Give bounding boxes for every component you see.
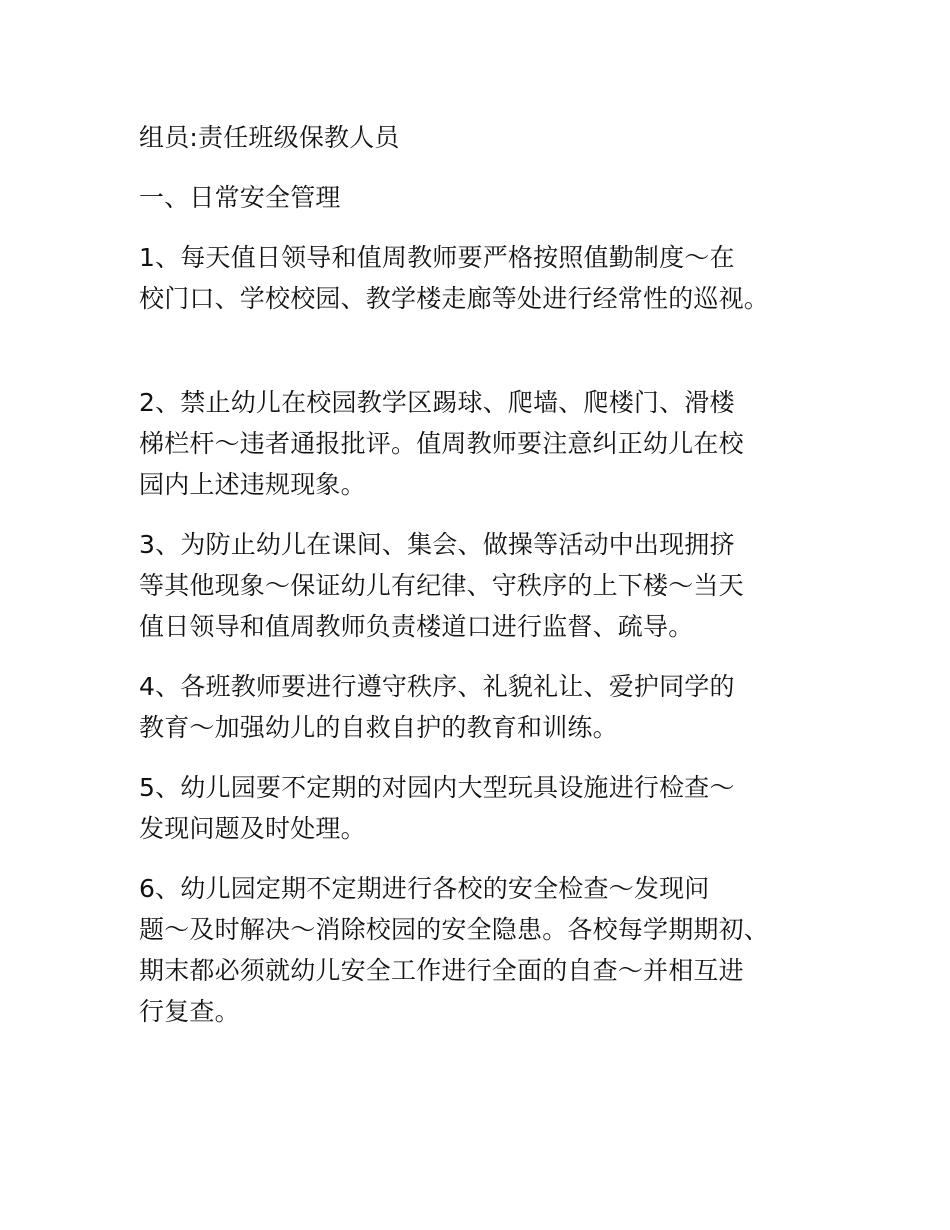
rule-item-1 xyxy=(139,237,819,319)
section-heading xyxy=(139,177,819,218)
rule-item-1-line-1: 1、每天值日领导和值周教师要严格按照值勤制度～在 xyxy=(139,243,735,272)
members-line: 组员:责任班级保教人员 xyxy=(139,123,400,152)
rule-item-1-line-2: 校门口、学校校园、教学楼走廊等处进行经常性的巡视。 xyxy=(139,284,770,313)
rule-item-3 xyxy=(139,524,819,647)
rule-item-2-line-3: 园内上述违规现象。 xyxy=(139,470,366,499)
members-paragraph xyxy=(139,117,819,158)
rule-item-2-line-1: 2、禁止幼儿在校园教学区踢球、爬墙、爬楼门、滑楼 xyxy=(139,388,735,417)
rule-item-6-line-4: 行复查。 xyxy=(139,997,240,1026)
rule-item-2 xyxy=(139,382,819,505)
rule-item-6 xyxy=(139,868,819,1032)
rule-item-3-line-2: 等其他现象～保证幼儿有纪律、守秩序的上下楼～当天 xyxy=(139,571,744,600)
document-body xyxy=(139,117,819,1051)
rule-item-5 xyxy=(139,767,819,849)
rule-item-4 xyxy=(139,666,819,748)
rule-item-2-line-2: 梯栏杆～违者通报批评。值周教师要注意纠正幼儿在校 xyxy=(139,429,744,458)
rule-item-6-line-3: 期末都必须就幼儿安全工作进行全面的自查～并相互进 xyxy=(139,956,744,985)
rule-item-3-line-3: 值日领导和值周教师负责楼道口进行监督、疏导。 xyxy=(139,612,694,641)
rule-item-6-line-2: 题～及时解决～消除校园的安全隐患。各校每学期期初、 xyxy=(139,915,770,944)
rule-item-3-line-1: 3、为防止幼儿在课间、集会、做操等活动中出现拥挤 xyxy=(139,530,735,559)
rule-item-6-line-1: 6、幼儿园定期不定期进行各校的安全检查～发现问 xyxy=(139,874,710,903)
section-title: 一、日常安全管理 xyxy=(139,183,341,212)
rule-item-4-line-1: 4、各班教师要进行遵守秩序、礼貌礼让、爱护同学的 xyxy=(139,672,735,701)
rule-item-4-line-2: 教育～加强幼儿的自救自护的教育和训练。 xyxy=(139,713,618,742)
rule-item-5-line-1: 5、幼儿园要不定期的对园内大型玩具设施进行检查～ xyxy=(139,773,735,802)
rule-item-5-line-2: 发现问题及时处理。 xyxy=(139,814,366,843)
